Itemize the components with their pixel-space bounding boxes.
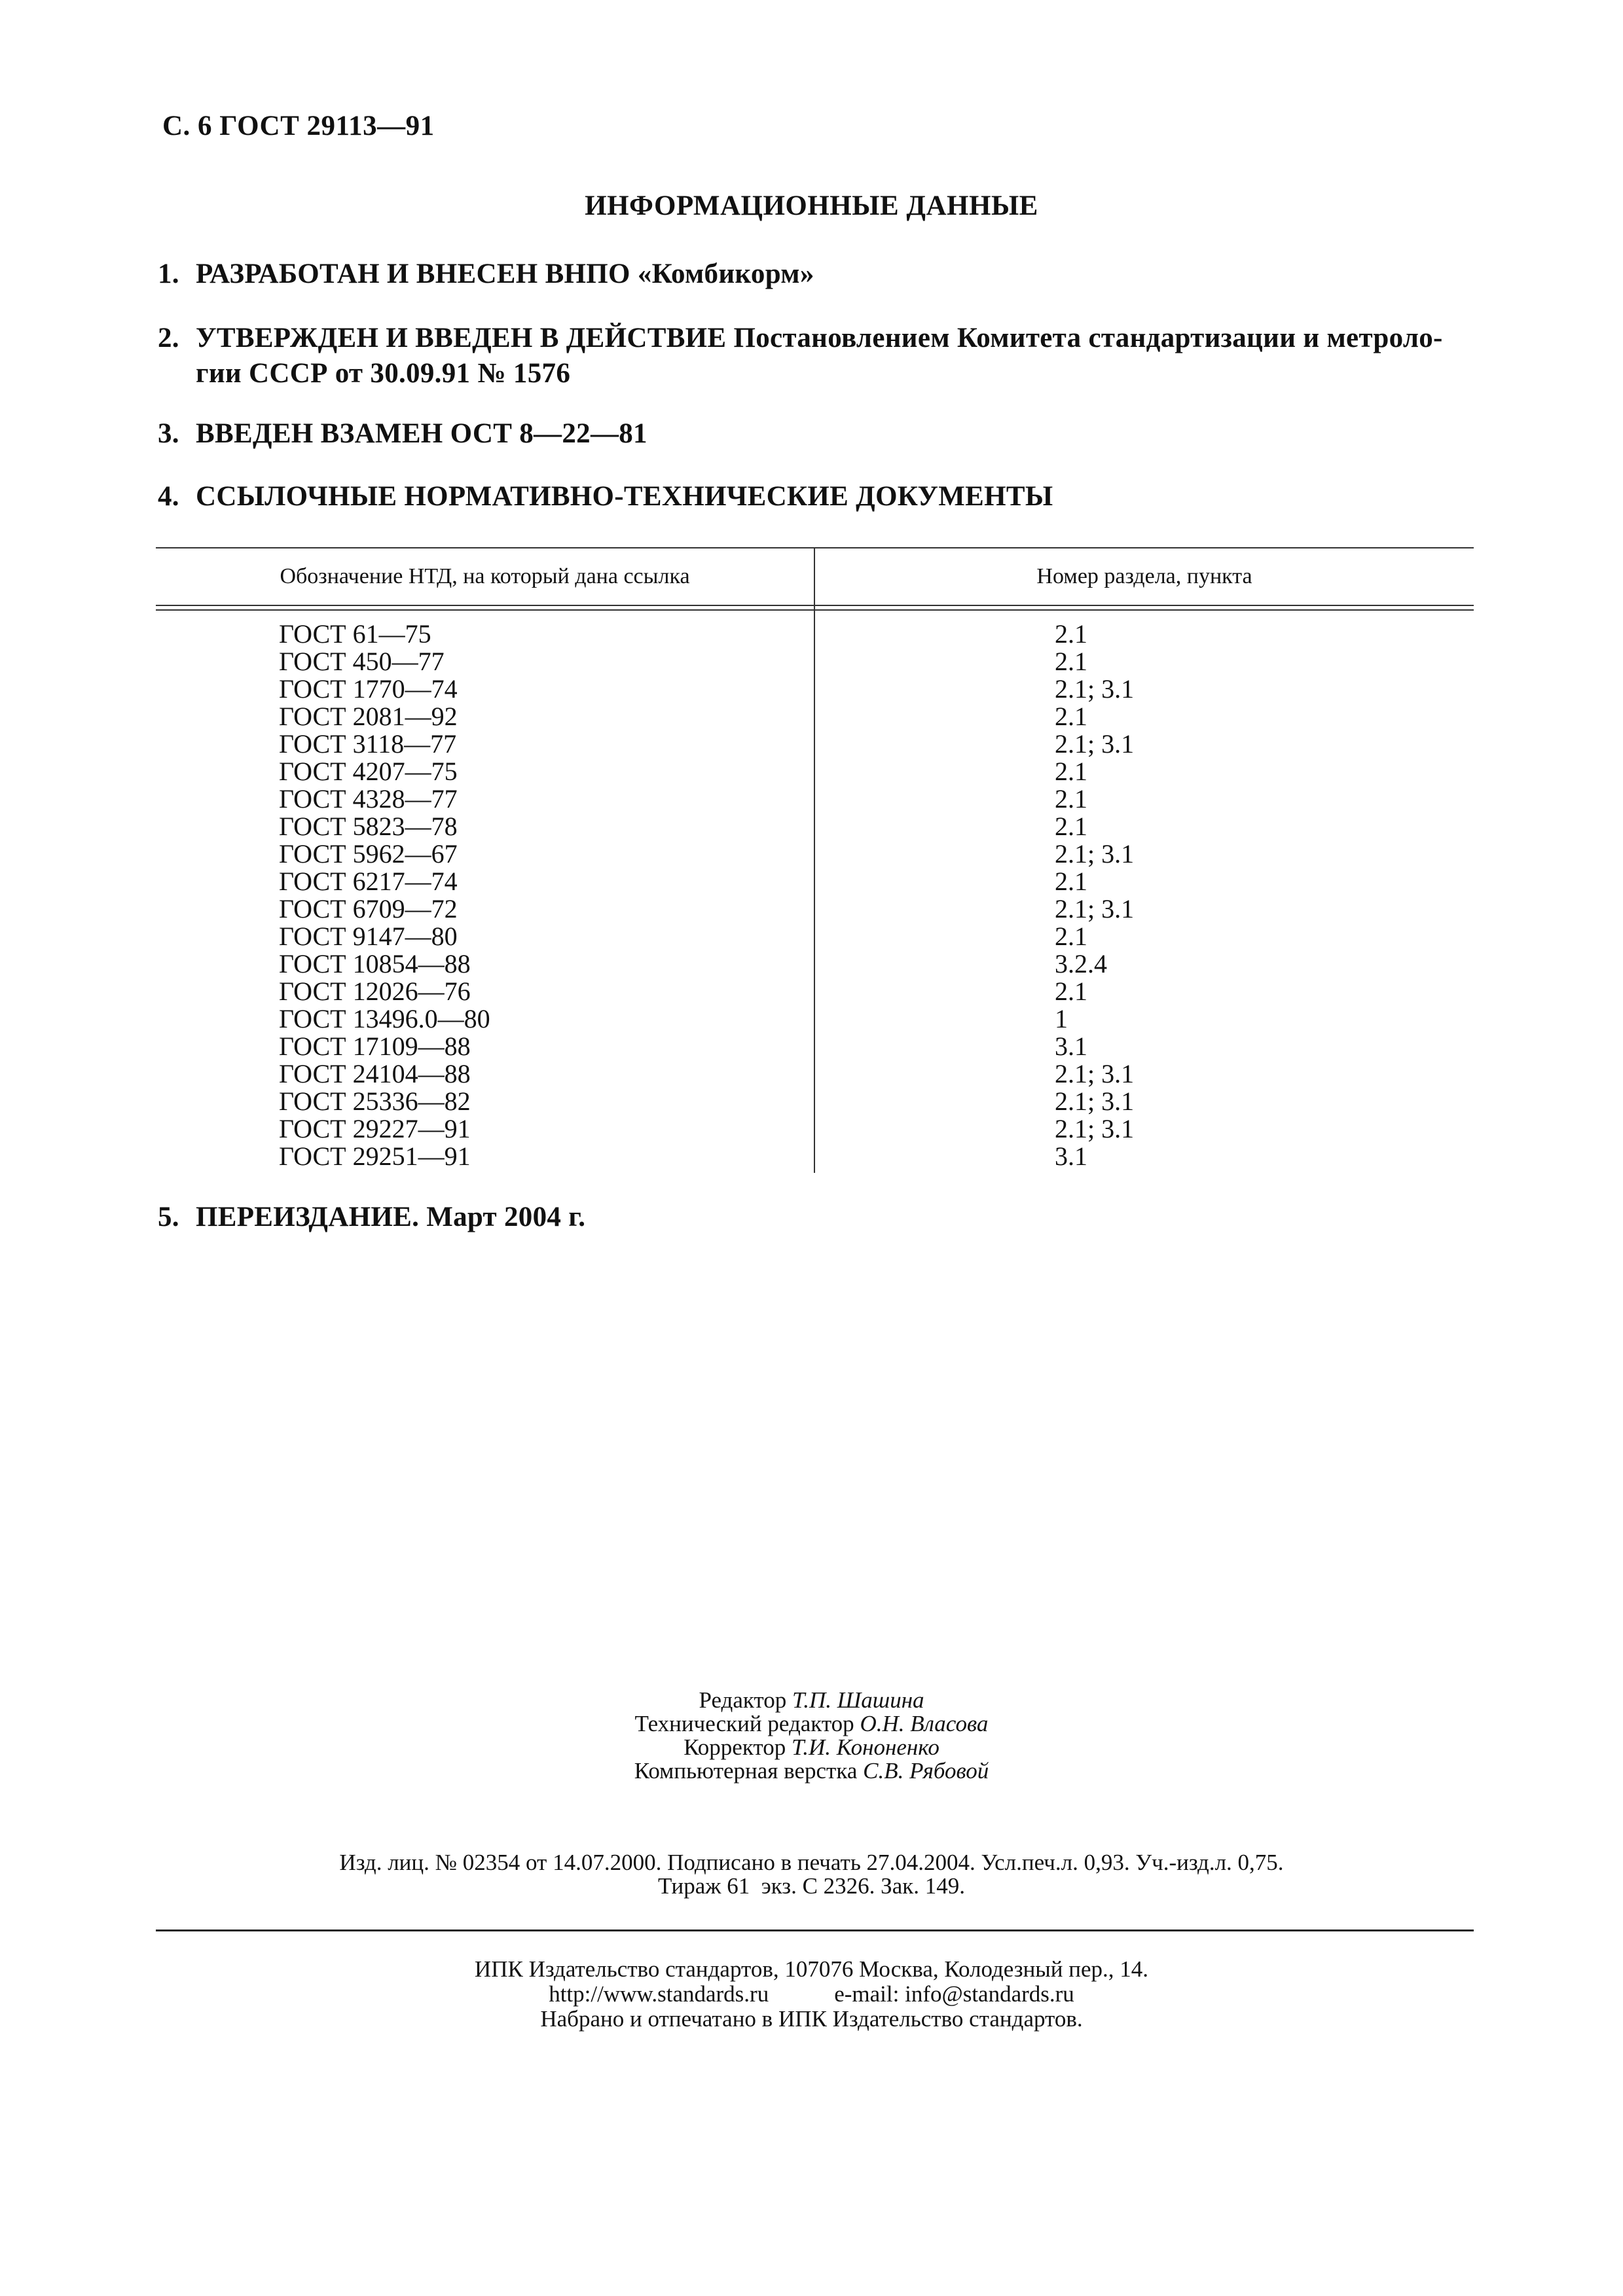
info-item-4 (158, 479, 1474, 514)
table-row (156, 978, 1474, 1005)
table-cell-section: 2.1 (1055, 757, 1087, 786)
document-title: ИНФОРМАЦИОННЫЕ ДАННЫЕ (585, 190, 1038, 221)
website-link[interactable]: http://www.standards.ru (549, 1981, 769, 2007)
table-row (156, 840, 1474, 868)
credit-line (0, 1689, 1623, 1712)
table-row (156, 895, 1474, 923)
table-cell-designation: ГОСТ 4207—75 (279, 757, 458, 786)
table-row (156, 1115, 1474, 1143)
table-cell-designation: ГОСТ 4328—77 (279, 784, 458, 814)
table-row (156, 675, 1474, 703)
item-text: ССЫЛОЧНЫЕ НОРМАТИВНО-ТЕХНИЧЕСКИЕ ДОКУМЕНТЫ (196, 481, 1053, 512)
table-cell-designation: ГОСТ 1770—74 (279, 674, 458, 704)
publication-line-1: Изд. лиц. № 02354 от 14.07.2000. Подписано в печать 27.04.2004. Усл.печ.л. 0,93. Уч.-изд.л. 0,75. (339, 1850, 1284, 1875)
table-header-designation: Обозначение НТД, на который дана ссылка (280, 564, 690, 588)
item-text: ВВЕДЕН ВЗАМЕН ОСТ 8—22—81 (196, 418, 647, 449)
table-row (156, 703, 1474, 730)
credit-line (0, 1736, 1623, 1759)
credit-name: Т.П. Шашина (792, 1687, 924, 1713)
credit-name: С.В. Рябовой (863, 1758, 989, 1784)
item-number: 4. (158, 481, 179, 512)
table-cell-designation: ГОСТ 5823—78 (279, 812, 458, 841)
item-text: УТВЕРЖДЕН И ВВЕДЕН В ДЕЙСТВИЕ Постановлением Комитета стандартизации и метроло- (196, 323, 1443, 353)
table-cell-designation: ГОСТ 450—77 (279, 647, 445, 676)
table-header-section: Номер раздела, пункта (1036, 564, 1252, 588)
table-cell-designation: ГОСТ 12026—76 (279, 977, 471, 1006)
info-item-1 (158, 257, 1474, 292)
table-cell-section: 2.1 (1055, 702, 1087, 731)
item-text-continuation: гии СССР от 30.09.91 № 1576 (196, 358, 571, 389)
table-cell-section: 2.1 (1055, 867, 1087, 896)
table-cell-designation: ГОСТ 25336—82 (279, 1086, 471, 1116)
table-cell-designation: ГОСТ 13496.0—80 (279, 1004, 490, 1033)
table-cell-section: 3.1 (1055, 1031, 1087, 1061)
item-text: РАЗРАБОТАН И ВНЕСЕН ВНПО «Комбикорм» (196, 259, 814, 289)
table-cell-designation: ГОСТ 10854—88 (279, 949, 471, 978)
table-cell-section: 2.1; 3.1 (1055, 1114, 1135, 1143)
table-cell-section: 2.1; 3.1 (1055, 1086, 1135, 1116)
table-cell-section: 2.1 (1055, 812, 1087, 841)
table-cell-designation: ГОСТ 24104—88 (279, 1059, 471, 1088)
item-text: ПЕРЕИЗДАНИЕ. Март 2004 г. (196, 1202, 586, 1232)
table-row (156, 813, 1474, 840)
table-row (156, 1143, 1474, 1170)
table-cell-designation: ГОСТ 6217—74 (279, 867, 458, 896)
printed-note: Набрано и отпечатано в ИПК Издательство стандартов. (540, 2006, 1083, 2032)
table-cell-section: 1 (1055, 1004, 1068, 1033)
item-number: 3. (158, 418, 179, 449)
table-cell-designation: ГОСТ 61—75 (279, 619, 431, 649)
credit-role: Редактор (699, 1687, 787, 1713)
contact-line (0, 1982, 1623, 2007)
table-row (156, 1005, 1474, 1033)
table-cell-designation: ГОСТ 2081—92 (279, 702, 458, 731)
table-row (156, 758, 1474, 785)
table-cell-designation: ГОСТ 5962—67 (279, 839, 458, 869)
credit-name: О.Н. Власова (860, 1711, 989, 1736)
publication-line-2: Тираж 61 экз. С 2326. Зак. 149. (657, 1873, 965, 1899)
table-cell-section: 2.1 (1055, 977, 1087, 1006)
table-row (156, 620, 1474, 648)
footer-divider (156, 1929, 1474, 1931)
table-cell-designation: ГОСТ 3118—77 (279, 729, 457, 759)
credit-line (0, 1759, 1623, 1783)
publisher-address: ИПК Издательство стандартов, 107076 Москва, Колодезный пер., 14. (474, 1956, 1149, 1982)
credit-role: Технический редактор (634, 1711, 854, 1736)
credit-name: Т.И. Кононенко (791, 1734, 939, 1760)
table-row (156, 730, 1474, 758)
table-row (156, 923, 1474, 950)
table-cell-section: 2.1; 3.1 (1055, 674, 1135, 704)
info-item-3 (158, 416, 1474, 452)
info-item-2 (158, 321, 1474, 391)
email-link[interactable]: e-mail: info@standards.ru (834, 1981, 1074, 2007)
table-cell-designation: ГОСТ 29251—91 (279, 1141, 471, 1171)
table-cell-designation: ГОСТ 29227—91 (279, 1114, 471, 1143)
table-cell-section: 2.1 (1055, 922, 1087, 951)
table-row (156, 1060, 1474, 1088)
table-cell-section: 2.1 (1055, 784, 1087, 814)
item-number: 5. (158, 1202, 179, 1232)
table-cell-designation: ГОСТ 6709—72 (279, 894, 458, 924)
table-row (156, 950, 1474, 978)
table-cell-section: 2.1; 3.1 (1055, 839, 1135, 869)
table-row (156, 648, 1474, 675)
table-cell-section: 2.1; 3.1 (1055, 1059, 1135, 1088)
table-body (156, 620, 1474, 1170)
credit-line (0, 1712, 1623, 1736)
table-row (156, 868, 1474, 895)
table-cell-section: 3.2.4 (1055, 949, 1107, 978)
item-number: 1. (158, 259, 179, 289)
publication-info (0, 1851, 1623, 1898)
table-cell-designation: ГОСТ 9147—80 (279, 922, 458, 951)
page-header: С. 6 ГОСТ 29113—91 (162, 111, 435, 141)
table-row (156, 1033, 1474, 1060)
credit-role: Компьютерная верстка (634, 1758, 858, 1784)
credits-block (0, 1689, 1623, 1783)
table-cell-designation: ГОСТ 17109—88 (279, 1031, 471, 1061)
info-item-5 (158, 1200, 1474, 1235)
reference-documents-table (156, 547, 1474, 1173)
credit-role: Корректор (684, 1734, 786, 1760)
table-cell-section: 2.1; 3.1 (1055, 894, 1135, 924)
table-cell-section: 2.1 (1055, 619, 1087, 649)
item-number: 2. (158, 323, 179, 353)
table-row (156, 1088, 1474, 1115)
table-cell-section: 2.1; 3.1 (1055, 729, 1135, 759)
imprint-block (0, 1957, 1623, 2032)
table-cell-section: 2.1 (1055, 647, 1087, 676)
table-cell-section: 3.1 (1055, 1141, 1087, 1171)
table-row (156, 785, 1474, 813)
